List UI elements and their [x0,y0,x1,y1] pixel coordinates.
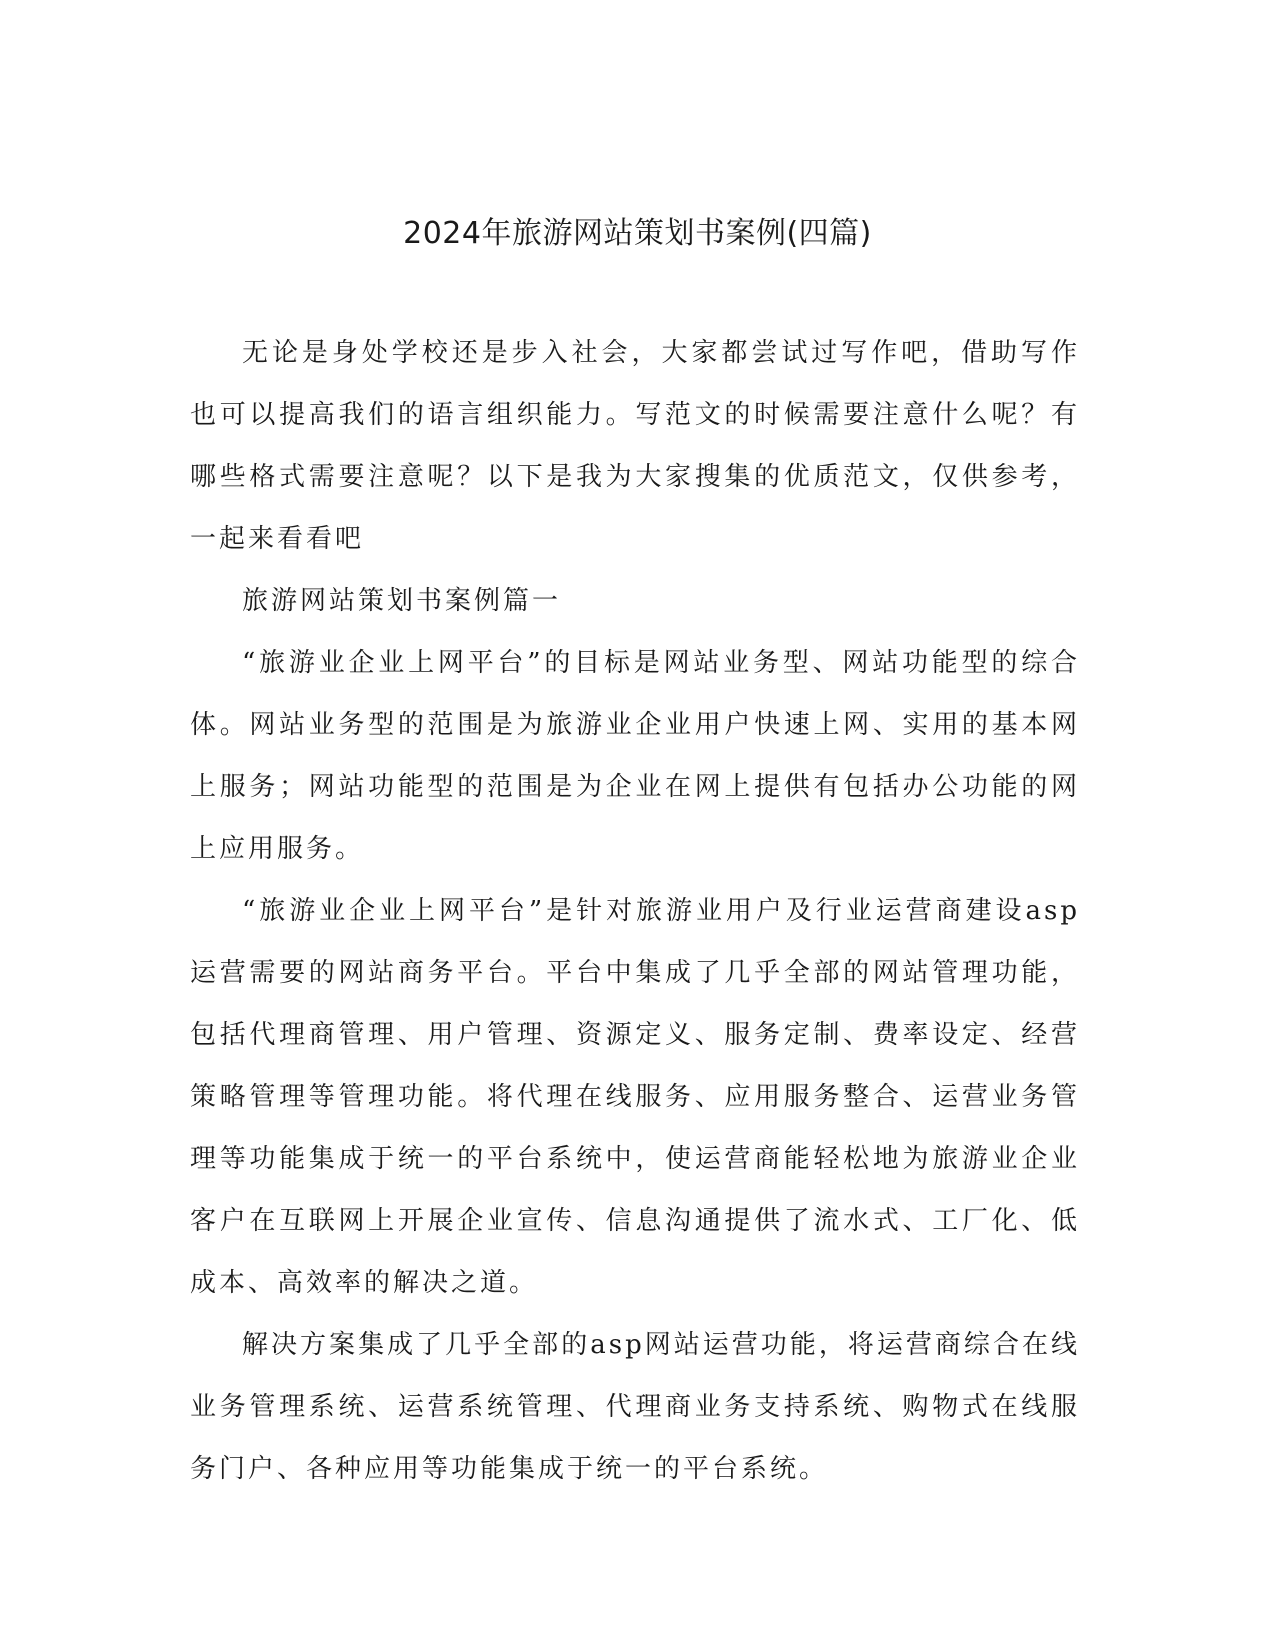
paragraph-intro: 无论是身处学校还是步入社会，大家都尝试过写作吧，借助写作也可以提高我们的语言组织能力。写范文的时候需要注意什么呢？有哪些格式需要注意呢？以下是我为大家搜集的优质范文，仅供参考，一起来看看吧 [190,338,1080,554]
paragraph-goal: “旅游业企业上网平台”的目标是网站业务型、网站功能型的综合体。网站业务型的范围是为旅游业企业用户快速上网、实用的基本网上服务；网站功能型的范围是为企业在网上提供有包括办公功能的网上应用服务。 [190,648,1080,864]
document-title: 2024年旅游网站策划书案例(四篇) [403,216,872,251]
section-heading: 旅游网站策划书案例篇一 [242,586,562,616]
paragraph-platform: “旅游业企业上网平台”是针对旅游业用户及行业运营商建设asp运营需要的网站商务平台。平台中集成了几乎全部的网站管理功能，包括代理商管理、用户管理、资源定义、服务定制、费率设定、经营策略管理等管理功能。将代理在线服务、应用服务整合、运营业务管理等功能集成于统一的平台系统中，使运营商能轻松地为旅游业企业客户在互联网上开展企业宣传、信息沟通提供了流水式、工厂化、低成本、高效率的解决之道。 [190,896,1080,1298]
paragraph-solution: 解决方案集成了几乎全部的asp网站运营功能，将运营商综合在线业务管理系统、运营系统管理、代理商业务支持系统、购物式在线服务门户、各种应用等功能集成于统一的平台系统。 [190,1330,1080,1484]
document-body [190,322,1080,1500]
